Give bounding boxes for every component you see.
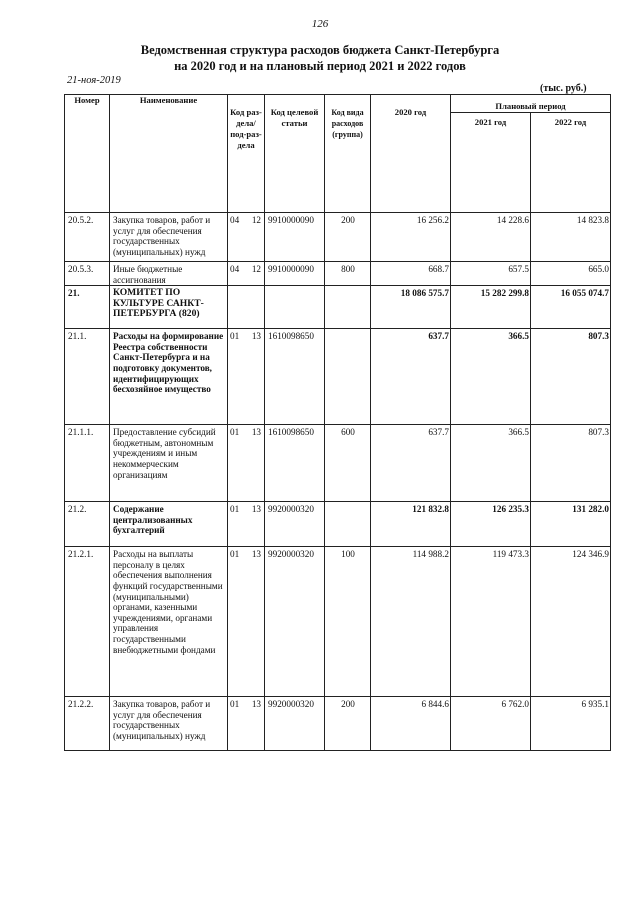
header-number: Номер xyxy=(65,95,110,213)
row-type-code: 200 xyxy=(325,213,371,262)
row-type-code xyxy=(325,286,371,329)
subsection-code: 13 xyxy=(251,549,261,560)
table-row xyxy=(65,213,611,262)
header-2022: 2022 год xyxy=(531,113,611,213)
row-type-code xyxy=(325,329,371,425)
row-value-2021: 6 762.0 xyxy=(451,697,531,751)
section-code: 04 xyxy=(230,215,240,225)
row-value-2020: 16 256.2 xyxy=(371,213,451,262)
row-value-2021: 366.5 xyxy=(451,425,531,502)
row-value-2020: 6 844.6 xyxy=(371,697,451,751)
section-code: 01 xyxy=(230,699,240,710)
row-name: Закупка товаров, работ и услуг для обеспечения государственных (муниципальных) нужд xyxy=(110,697,228,751)
row-value-2020: 121 832.8 xyxy=(371,502,451,547)
row-value-2022: 807.3 xyxy=(531,425,611,502)
row-name: Закупка товаров, работ и услуг для обеспечения государственных (муниципальных) нужд xyxy=(110,213,228,262)
subsection-code: 12 xyxy=(251,215,261,225)
row-value-2022: 807.3 xyxy=(531,329,611,425)
row-name: Предоставление субсидий бюджетным, автономным учреждениям и иным некоммерческим организациям xyxy=(110,425,228,502)
row-section-code xyxy=(228,286,265,329)
row-type-code: 200 xyxy=(325,697,371,751)
table-row xyxy=(65,502,611,547)
row-number: 21.2.2. xyxy=(65,697,110,751)
row-value-2022: 16 055 074.7 xyxy=(531,286,611,329)
row-number: 21.1. xyxy=(65,329,110,425)
row-value-2021: 126 235.3 xyxy=(451,502,531,547)
title-line-1: Ведомственная структура расходов бюджета Санкт-Петербурга xyxy=(140,43,500,57)
section-code: 01 xyxy=(230,504,240,515)
row-target-code: 9920000320 xyxy=(265,502,325,547)
header-2021: 2021 год xyxy=(451,113,531,213)
row-name: Расходы на формирование Реестра собственности Санкт-Петербурга и на подготовку документов, идентифицирующих бесхозяйное имущество xyxy=(110,329,228,425)
row-value-2020: 668.7 xyxy=(371,262,451,286)
subsection-code: 13 xyxy=(251,504,261,515)
row-value-2021: 657.5 xyxy=(451,262,531,286)
row-value-2020: 637.7 xyxy=(371,425,451,502)
row-target-code: 1610098650 xyxy=(265,425,325,502)
row-target-code: 9920000320 xyxy=(265,547,325,697)
section-code: 01 xyxy=(230,331,240,342)
row-type-code xyxy=(325,502,371,547)
row-number: 21.2.1. xyxy=(65,547,110,697)
row-section-code xyxy=(228,213,265,262)
header-2020: 2020 год xyxy=(371,95,451,213)
header-target-code: Код целевой статьи xyxy=(265,95,325,213)
title-line-2: на 2020 год и на плановый период 2021 и 2022 годов xyxy=(174,59,466,73)
row-target-code: 9910000090 xyxy=(265,262,325,286)
budget-table xyxy=(64,94,611,751)
document-title xyxy=(0,42,640,74)
row-value-2020: 18 086 575.7 xyxy=(371,286,451,329)
row-name: КОМИТЕТ ПО КУЛЬТУРЕ САНКТ-ПЕТЕРБУРГА (820) xyxy=(110,286,228,329)
row-target-code: 9910000090 xyxy=(265,213,325,262)
table-row xyxy=(65,286,611,329)
row-target-code: 1610098650 xyxy=(265,329,325,425)
row-number: 21.1.1. xyxy=(65,425,110,502)
table-row xyxy=(65,262,611,286)
row-name: Расходы на выплаты персоналу в целях обеспечения выполнения функций государственными (муниципальными) органами, казенными учреждениями, органами управления государственными внебюджетными фондами xyxy=(110,547,228,697)
section-code: 01 xyxy=(230,427,240,438)
table-row xyxy=(65,547,611,697)
row-section-code xyxy=(228,502,265,547)
header-type-code: Код вида расходов (группа) xyxy=(325,95,371,213)
header-name: Наименование xyxy=(110,95,228,213)
table-row xyxy=(65,329,611,425)
row-target-code: 9920000320 xyxy=(265,697,325,751)
row-value-2022: 665.0 xyxy=(531,262,611,286)
units-label: (тыс. руб.) xyxy=(540,83,587,94)
row-value-2021: 366.5 xyxy=(451,329,531,425)
row-number: 20.5.2. xyxy=(65,213,110,262)
row-type-code: 800 xyxy=(325,262,371,286)
section-code: 04 xyxy=(230,264,240,274)
row-section-code xyxy=(228,262,265,286)
header-section-code: Код раз-дела/ под-раз-дела xyxy=(228,95,265,213)
table-row xyxy=(65,425,611,502)
row-section-code xyxy=(228,547,265,697)
row-value-2020: 637.7 xyxy=(371,329,451,425)
subsection-code: 13 xyxy=(251,427,261,438)
subsection-code: 13 xyxy=(251,699,261,710)
subsection-code: 12 xyxy=(251,264,261,274)
row-number: 20.5.3. xyxy=(65,262,110,286)
section-code: 01 xyxy=(230,549,240,560)
row-type-code: 600 xyxy=(325,425,371,502)
row-section-code xyxy=(228,425,265,502)
row-value-2022: 6 935.1 xyxy=(531,697,611,751)
row-value-2022: 14 823.8 xyxy=(531,213,611,262)
header-planned-period: Плановый период xyxy=(451,95,611,113)
row-section-code xyxy=(228,697,265,751)
row-value-2020: 114 988.2 xyxy=(371,547,451,697)
subsection-code: 13 xyxy=(251,331,261,342)
row-name: Содержание централизованных бухгалтерий xyxy=(110,502,228,547)
row-value-2022: 124 346.9 xyxy=(531,547,611,697)
page-number: 126 xyxy=(311,18,329,30)
row-value-2021: 14 228.6 xyxy=(451,213,531,262)
document-date: 21-ноя-2019 xyxy=(67,75,121,86)
table-row xyxy=(65,697,611,751)
row-number: 21.2. xyxy=(65,502,110,547)
row-value-2021: 15 282 299.8 xyxy=(451,286,531,329)
row-type-code: 100 xyxy=(325,547,371,697)
row-value-2021: 119 473.3 xyxy=(451,547,531,697)
row-name: Иные бюджетные ассигнования xyxy=(110,262,228,286)
row-target-code xyxy=(265,286,325,329)
row-value-2022: 131 282.0 xyxy=(531,502,611,547)
row-section-code xyxy=(228,329,265,425)
row-number: 21. xyxy=(65,286,110,329)
